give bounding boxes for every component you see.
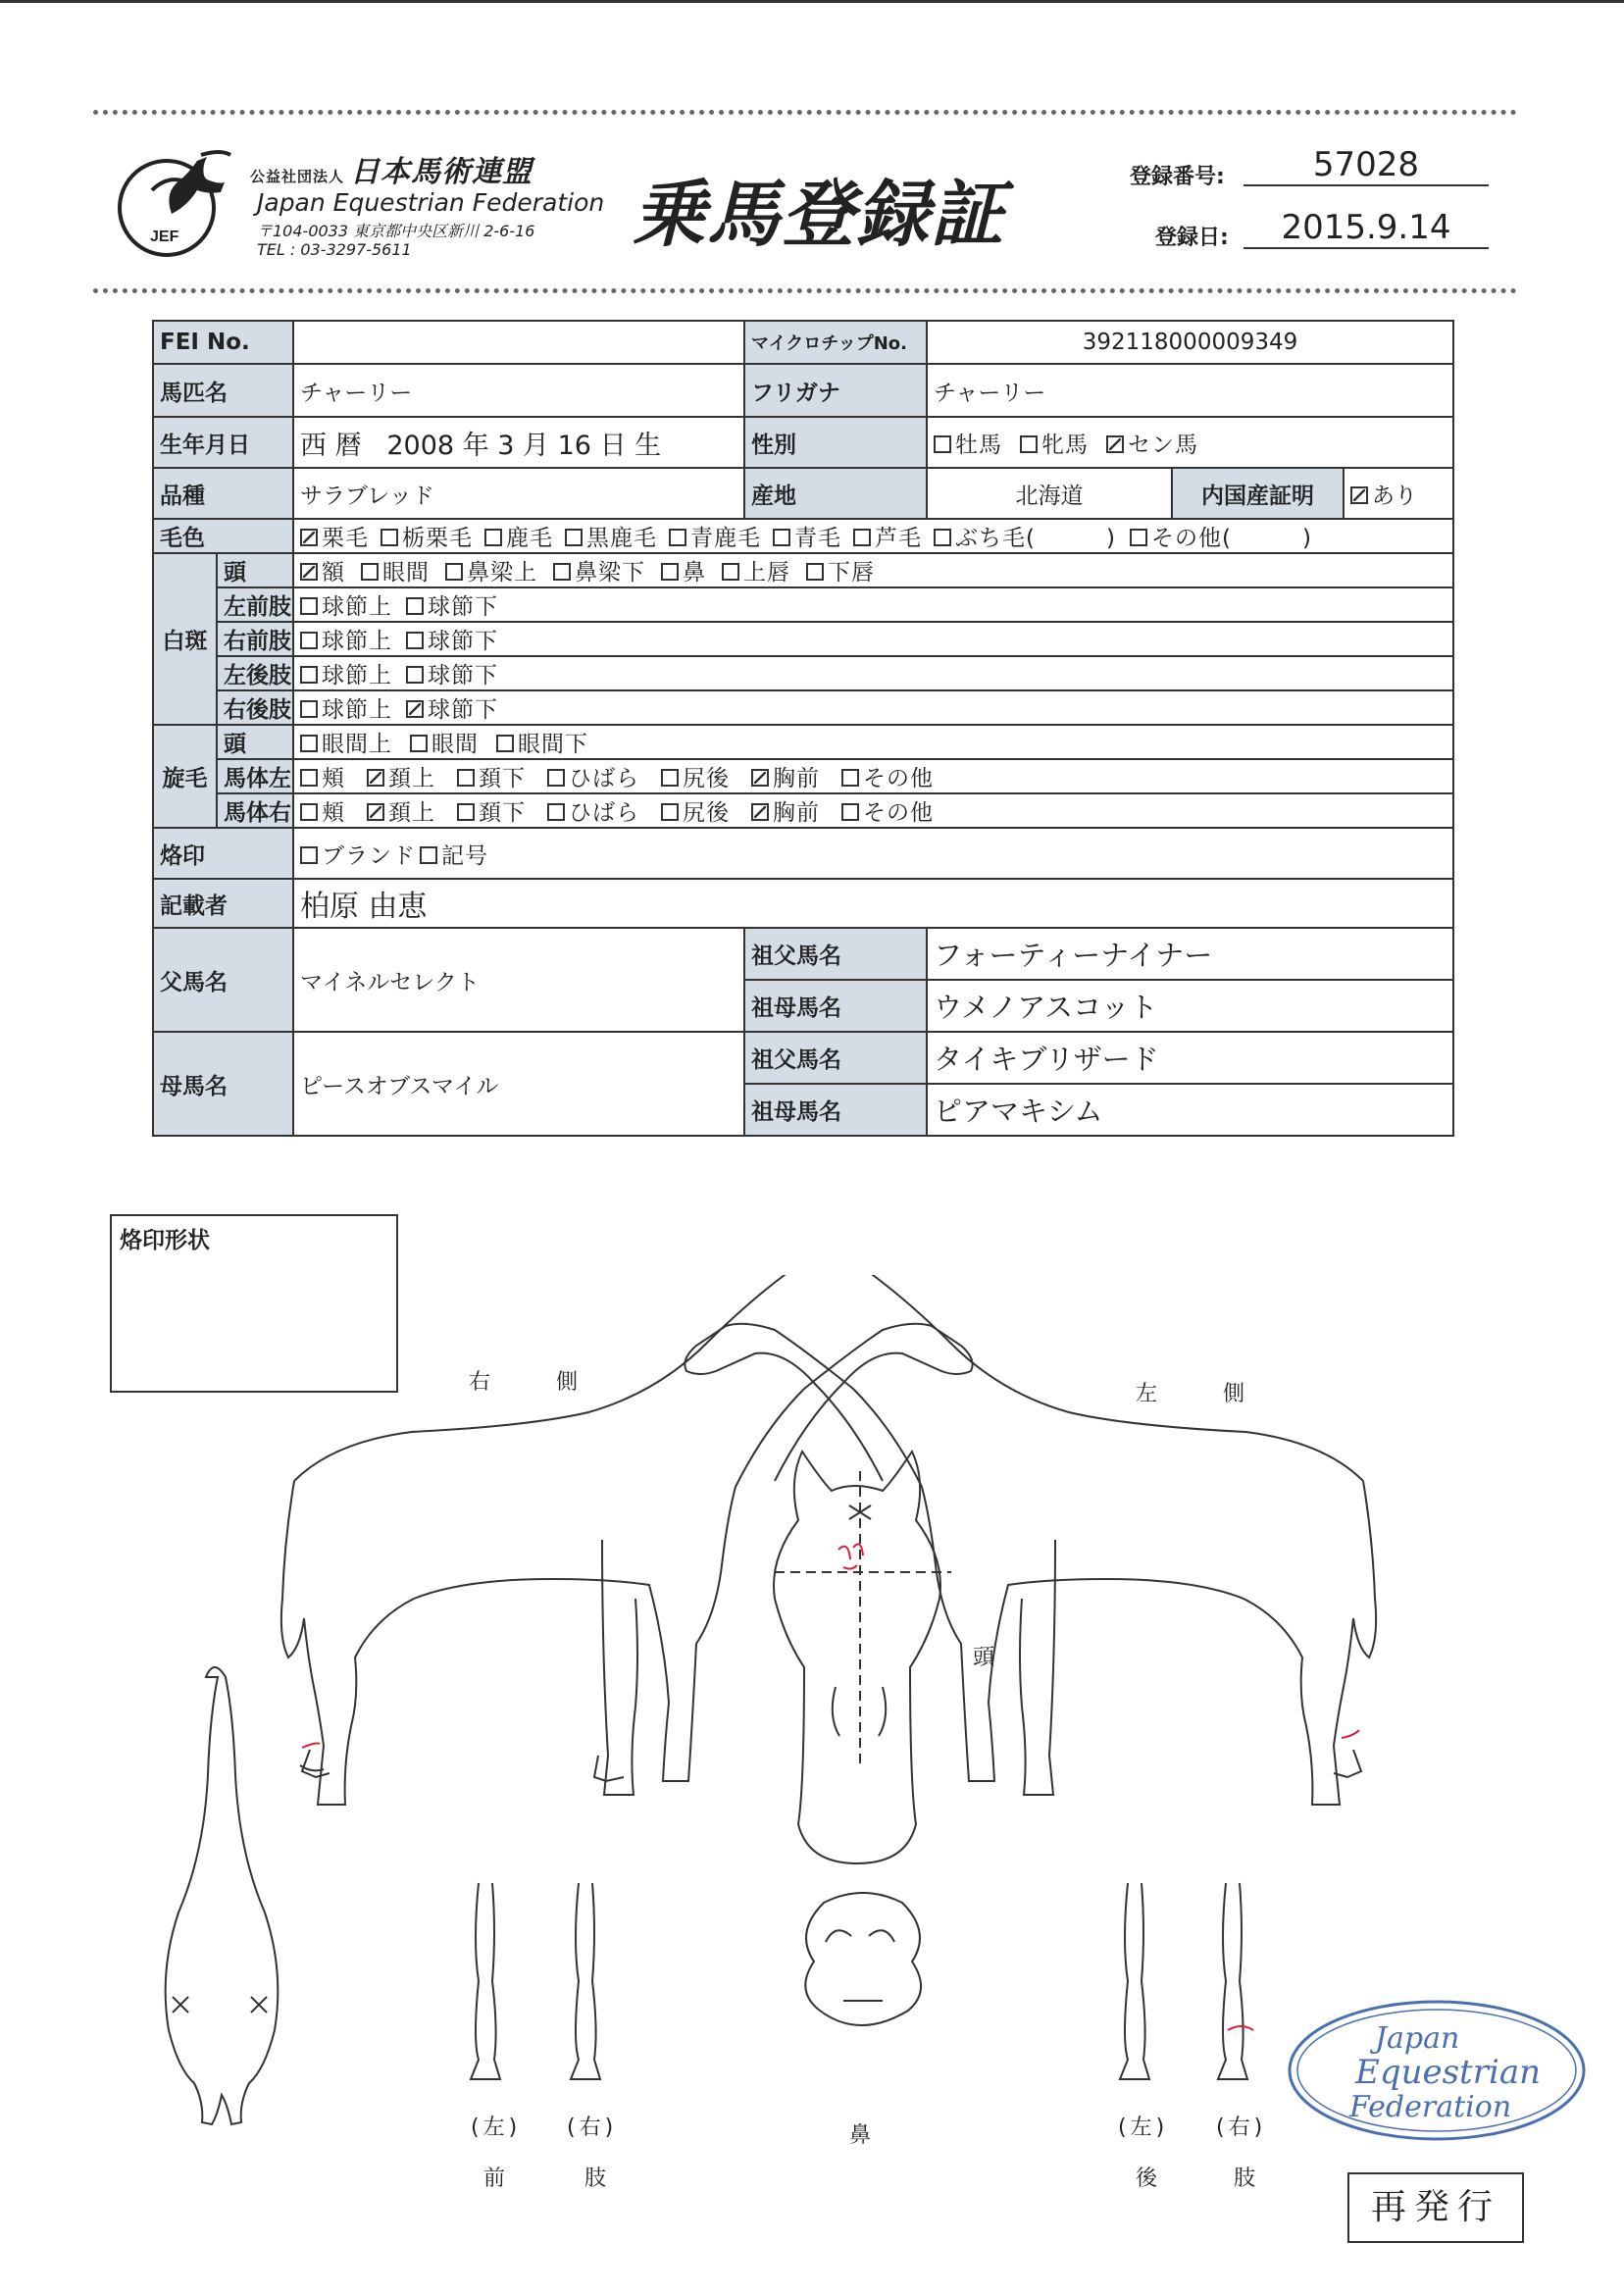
whorl-head-options	[293, 725, 1453, 759]
org-name-jp	[250, 147, 533, 190]
checkbox-option	[496, 726, 588, 758]
horse-left-side-icon	[685, 1275, 1376, 1805]
fetlock-upper-option	[300, 657, 392, 689]
option-label: 胸前	[773, 766, 820, 791]
recorder-value: 柏原 由恵	[293, 879, 1453, 928]
option-label: その他	[863, 766, 934, 791]
checkbox[interactable]	[410, 735, 428, 752]
table-row	[153, 417, 1453, 468]
jef-logo-icon	[113, 145, 250, 261]
color-label: 毛色	[153, 519, 293, 553]
table-row	[153, 519, 1453, 553]
option-label: ブランド	[322, 842, 416, 869]
origin-value: 北海道	[927, 468, 1172, 519]
table-row	[153, 1032, 1453, 1084]
checkbox[interactable]	[751, 803, 769, 821]
sire-gdam-label: 祖母馬名	[744, 980, 927, 1032]
checkbox[interactable]	[300, 632, 318, 649]
fetlock-upper-option	[300, 588, 392, 621]
lf-options	[293, 587, 1453, 622]
fetlock-lower-option	[406, 657, 498, 689]
seal-line-2: Equestrian	[1355, 2053, 1542, 2092]
fetlock-lower-option	[406, 691, 498, 724]
birth-day-unit: 日	[599, 430, 627, 461]
table-row	[153, 828, 1453, 879]
checkbox-option	[773, 520, 841, 552]
domestic-checkbox[interactable]	[1350, 486, 1368, 504]
checkbox[interactable]	[547, 769, 565, 787]
option-label: 鼻梁下	[575, 560, 645, 586]
checkbox[interactable]	[1106, 435, 1124, 453]
breed-value: サラブレッド	[293, 468, 744, 519]
sex-label: 性別	[744, 417, 927, 468]
option-paren: )	[1105, 526, 1116, 551]
kana-label: フリガナ	[744, 364, 927, 417]
head-label: 頭	[973, 1646, 999, 1670]
hind-label-a: 後	[1136, 2167, 1162, 2191]
body-left-label: 馬体左	[217, 759, 293, 793]
checkbox[interactable]	[1020, 435, 1038, 453]
lf-label: 左前肢	[217, 587, 293, 622]
reissue-stamp: 再発行	[1347, 2172, 1524, 2243]
option-label: 球節上	[322, 629, 392, 654]
domestic-label: 内国産証明	[1172, 468, 1344, 519]
brand-label: 烙印	[153, 828, 293, 879]
checkbox[interactable]	[300, 735, 318, 752]
reg-no-label: 登録番号:	[1130, 165, 1225, 189]
whorl-head-label: 頭	[217, 725, 293, 759]
brand-options	[293, 828, 1453, 879]
checkbox[interactable]	[661, 769, 679, 787]
rh-label: 右後肢	[217, 690, 293, 725]
option-label: ぶち毛(	[955, 526, 1036, 551]
option-label: 頬	[322, 800, 345, 826]
whorl-label: 旋毛	[153, 725, 217, 828]
option-label: 上唇	[743, 560, 790, 586]
domestic-text: あり	[1372, 483, 1417, 509]
checkbox[interactable]	[553, 563, 571, 581]
checkbox[interactable]	[496, 735, 514, 752]
checkbox[interactable]	[841, 803, 859, 821]
checkbox[interactable]	[547, 803, 565, 821]
checkbox-option	[853, 520, 922, 552]
checkbox-option	[457, 760, 526, 792]
muzzle-label: 鼻	[849, 2123, 876, 2148]
kana-value: チャーリー	[927, 364, 1453, 417]
org-tel: TEL : 03-3297-5611	[257, 240, 412, 259]
fetlock-upper-option	[300, 623, 392, 655]
checkbox[interactable]	[722, 563, 739, 581]
checkbox-option	[457, 794, 526, 827]
checkbox[interactable]	[1130, 529, 1147, 546]
checkbox[interactable]	[934, 529, 951, 546]
checkbox[interactable]	[841, 769, 859, 787]
name-label: 馬匹名	[153, 364, 293, 417]
checkbox[interactable]	[445, 563, 463, 581]
option-label: ひばら	[569, 766, 639, 791]
checkbox-option	[553, 554, 645, 586]
birth-suffix: 生	[634, 430, 662, 461]
dam-gsire-label: 祖父馬名	[744, 1032, 927, 1084]
org-address	[257, 222, 534, 259]
checkbox[interactable]	[300, 597, 318, 615]
org-address-line: 〒104-0033 東京都中央区新川 2-6-16	[257, 222, 535, 240]
body-right-label: 馬体右	[217, 793, 293, 828]
checkbox-option	[381, 520, 473, 552]
option-label: 頚上	[388, 766, 435, 791]
checkbox[interactable]	[367, 803, 384, 821]
horse-right-side-icon	[281, 1275, 973, 1805]
checkbox[interactable]	[669, 529, 686, 546]
checkbox[interactable]	[751, 769, 769, 787]
origin-label: 産地	[744, 468, 927, 519]
checkbox-option	[934, 427, 1002, 459]
table-row	[153, 468, 1453, 519]
checkbox[interactable]	[406, 632, 424, 649]
checkbox-option	[300, 554, 345, 586]
org-name-text: 日本馬術連盟	[350, 155, 533, 189]
table-row	[153, 759, 1453, 793]
option-label: ひばら	[569, 800, 639, 826]
fetlock-lower-option	[406, 623, 498, 655]
checkbox-option	[300, 794, 345, 827]
registration-table	[152, 320, 1454, 1137]
option-label: 頬	[322, 766, 345, 791]
checkbox-option	[300, 520, 369, 552]
checkbox-option	[661, 794, 730, 827]
top-edge-line	[0, 0, 1624, 3]
white-head-label: 頭	[217, 553, 293, 587]
muzzle-icon	[805, 1893, 921, 2025]
option-label: 頚下	[479, 766, 526, 791]
checkbox[interactable]	[300, 666, 318, 684]
table-row	[153, 656, 1453, 690]
left-side-label: 左 側	[1136, 1382, 1274, 1406]
horse-head-front-icon	[774, 1452, 951, 1863]
birth-era: 西 暦	[300, 430, 362, 461]
checkbox[interactable]	[300, 563, 318, 581]
table-row	[153, 622, 1453, 656]
option-label: その他	[863, 800, 934, 826]
checkbox-option	[410, 726, 479, 758]
option-label: 記号	[441, 842, 488, 869]
dam-label: 母馬名	[153, 1032, 293, 1136]
recorder-label: 記載者	[153, 879, 293, 928]
checkbox[interactable]	[381, 529, 398, 546]
option-label: 黒鹿毛	[586, 526, 657, 551]
option-label: 尻後	[683, 766, 730, 791]
option-label: 青毛	[794, 526, 841, 551]
right-side-label: 右 側	[469, 1370, 607, 1395]
checkbox-option	[361, 554, 430, 586]
birth-label: 生年月日	[153, 417, 293, 468]
option-label: 青鹿毛	[690, 526, 761, 551]
birth-day: 16	[557, 430, 591, 461]
hind-right-label: (右)	[1216, 2116, 1267, 2140]
brand-shape-label: 烙印形状	[120, 1228, 210, 1253]
option-label: 牡馬	[955, 432, 1002, 458]
checkbox[interactable]	[300, 803, 318, 821]
checkbox-option	[300, 760, 345, 792]
checkbox[interactable]	[300, 846, 318, 864]
table-row	[153, 725, 1453, 759]
option-label: 尻後	[683, 800, 730, 826]
checkbox[interactable]	[406, 700, 424, 718]
fetlock-upper-option	[300, 691, 392, 724]
checkbox-option	[547, 760, 639, 792]
reg-no-value: 57028	[1243, 145, 1489, 186]
sire-label: 父馬名	[153, 928, 293, 1032]
option-label: 球節下	[428, 629, 498, 654]
option-label: 牝馬	[1041, 432, 1089, 458]
lh-options	[293, 656, 1453, 690]
checkbox-option	[547, 794, 639, 827]
checkbox[interactable]	[457, 803, 475, 821]
dam-gdam-label: 祖母馬名	[744, 1084, 927, 1136]
hind-label-b: 肢	[1234, 2167, 1260, 2191]
table-row	[153, 879, 1453, 928]
checkbox[interactable]	[773, 529, 790, 546]
option-label: 球節下	[428, 697, 498, 723]
checkbox[interactable]	[661, 803, 679, 821]
rf-options	[293, 622, 1453, 656]
fore-label-a: 前	[483, 2167, 510, 2191]
option-label: 頚上	[388, 800, 435, 826]
option-label: 鼻	[683, 560, 706, 586]
option-label: 眼間上	[322, 732, 392, 757]
table-row	[153, 690, 1453, 725]
checkbox-option	[300, 726, 392, 758]
color-options	[293, 519, 1453, 553]
birth-month: 3	[497, 430, 515, 461]
option-label: 鼻梁上	[467, 560, 537, 586]
seal-line-1: Japan	[1375, 2021, 1460, 2056]
sex-options	[927, 417, 1453, 468]
checkbox-option	[661, 554, 706, 586]
fore-left-label: (左)	[471, 2116, 522, 2140]
hind-left-label: (左)	[1118, 2116, 1169, 2140]
option-label: その他(	[1150, 526, 1232, 551]
fore-legs-icon	[471, 1883, 600, 2079]
checkbox-option	[841, 760, 934, 792]
checkbox-option	[751, 794, 820, 827]
header-bottom-dotted-rule	[93, 288, 1517, 293]
birth-month-unit: 月	[523, 430, 550, 461]
option-label: 球節下	[428, 663, 498, 688]
table-row	[153, 587, 1453, 622]
chip-label: マイクロチップNo.	[744, 321, 927, 364]
checkbox[interactable]	[300, 700, 318, 718]
option-label: 下唇	[828, 560, 875, 586]
table-row	[153, 321, 1453, 364]
checkbox[interactable]	[361, 563, 379, 581]
dam-value: ピースオブスマイル	[293, 1032, 744, 1136]
fei-value	[293, 321, 744, 364]
checkbox[interactable]	[853, 529, 871, 546]
checkbox[interactable]	[934, 435, 951, 453]
option-label: 眼間	[431, 732, 479, 757]
name-value: チャーリー	[293, 364, 744, 417]
option-label: 芦毛	[875, 526, 922, 551]
white-label: 白斑	[153, 553, 217, 725]
option-label: 鹿毛	[506, 526, 553, 551]
checkbox[interactable]	[367, 769, 384, 787]
option-label: 胸前	[773, 800, 820, 826]
option-label: セン馬	[1128, 432, 1198, 458]
sire-gsire-label: 祖父馬名	[744, 928, 927, 980]
checkbox-option	[722, 554, 790, 586]
option-label: 球節上	[322, 697, 392, 723]
table-row	[153, 364, 1453, 417]
checkbox-option	[669, 520, 761, 552]
checkbox[interactable]	[300, 529, 318, 546]
option-label: 栃栗毛	[402, 526, 473, 551]
checkbox[interactable]	[300, 769, 318, 787]
rf-label: 右前肢	[217, 622, 293, 656]
checkbox[interactable]	[484, 529, 502, 546]
breed-label: 品種	[153, 468, 293, 519]
domestic-value	[1344, 468, 1453, 519]
org-prefix: 公益社団法人	[250, 168, 345, 185]
option-label: 眼間	[382, 560, 430, 586]
checkbox-option	[841, 794, 934, 827]
dam-gdam-value: ピアマキシム	[927, 1084, 1453, 1136]
logo-text: JEF	[150, 229, 179, 245]
fore-right-label: (右)	[567, 2116, 618, 2140]
option-paren: )	[1301, 526, 1312, 551]
checkbox-option	[934, 520, 1036, 552]
checkbox[interactable]	[406, 597, 424, 615]
checkbox[interactable]	[661, 563, 679, 581]
fei-label: FEI No.	[153, 321, 293, 364]
checkbox-option	[300, 838, 416, 870]
option-label: 眼間下	[518, 732, 588, 757]
dam-gsire-value: タイキブリザード	[927, 1032, 1453, 1084]
checkbox-option	[751, 760, 820, 792]
horse-rear-view-icon	[166, 1667, 279, 2124]
table-row	[153, 553, 1453, 587]
seal-line-3: Federation	[1349, 2090, 1512, 2124]
checkbox-option	[661, 760, 730, 792]
head-options	[293, 553, 1453, 587]
checkbox-option	[367, 794, 435, 827]
body-left-options	[293, 759, 1453, 793]
federation-seal-icon	[1285, 1997, 1589, 2144]
checkbox-option	[1130, 520, 1232, 552]
checkbox-option	[1106, 427, 1198, 459]
checkbox-option	[565, 520, 657, 552]
birth-value	[293, 417, 744, 468]
option-label: 球節上	[322, 663, 392, 688]
option-label: 頚下	[479, 800, 526, 826]
birth-year-unit: 年	[462, 430, 489, 461]
checkbox-option	[806, 554, 875, 586]
checkbox-option	[445, 554, 537, 586]
org-name-en: Japan Equestrian Federation	[257, 188, 605, 217]
option-label: 球節下	[428, 594, 498, 620]
header-top-dotted-rule	[93, 110, 1517, 115]
fetlock-lower-option	[406, 588, 498, 621]
option-label: 球節上	[322, 594, 392, 620]
option-label: 額	[322, 560, 345, 586]
sire-gsire-value: フォーティーナイナー	[927, 928, 1453, 980]
rh-options	[293, 690, 1453, 725]
checkbox[interactable]	[420, 846, 437, 864]
document-title: 乗馬登録証	[633, 173, 1005, 257]
reg-date-label: 登録日:	[1155, 226, 1229, 250]
hind-legs-icon	[1120, 1883, 1253, 2079]
checkbox[interactable]	[406, 666, 424, 684]
checkbox[interactable]	[806, 563, 824, 581]
fore-label-b: 肢	[584, 2167, 611, 2191]
chip-value: 392118000009349	[927, 321, 1453, 364]
body-right-options	[293, 793, 1453, 828]
birth-year: 2008	[386, 430, 455, 461]
table-row	[153, 793, 1453, 828]
reg-date-value: 2015.9.14	[1243, 208, 1489, 249]
table-row	[153, 928, 1453, 980]
lh-label: 左後肢	[217, 656, 293, 690]
checkbox-option	[420, 838, 488, 870]
checkbox[interactable]	[565, 529, 583, 546]
checkbox-option	[367, 760, 435, 792]
sire-value: マイネルセレクト	[293, 928, 744, 1032]
sire-gdam-value: ウメノアスコット	[927, 980, 1453, 1032]
checkbox-option	[1020, 427, 1089, 459]
checkbox[interactable]	[457, 769, 475, 787]
option-label: 栗毛	[322, 526, 369, 551]
checkbox-option	[484, 520, 553, 552]
